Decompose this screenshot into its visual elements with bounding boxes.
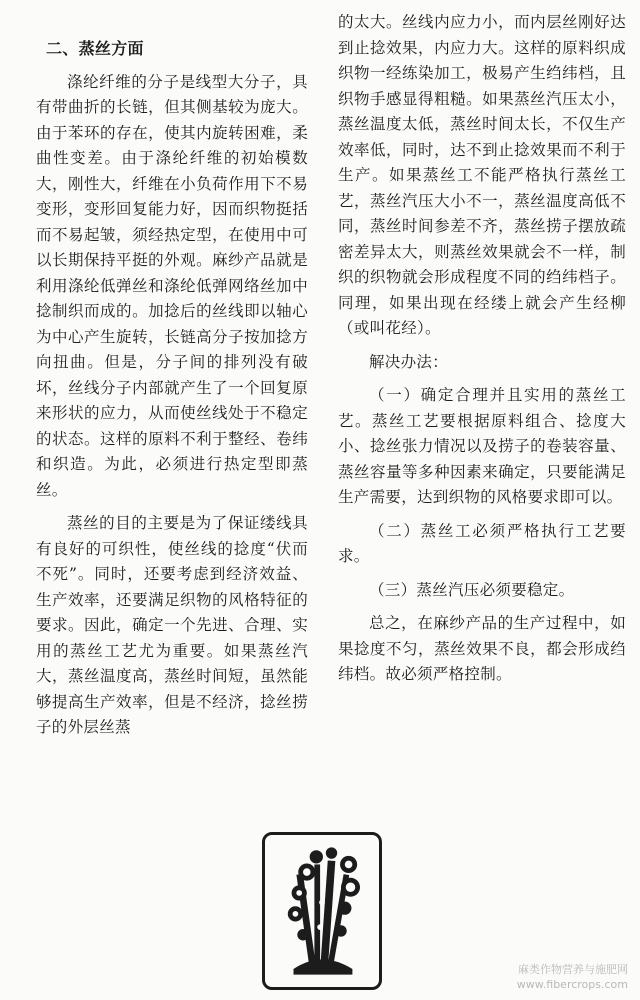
paragraph: 涤纶纤维的分子是线型大分子，具有带曲折的长链，但其侧基较为庞大。由于苯环的存在，使其内旋转困难，柔曲性变差。由于涤纶纤维的初始模数大，刚性大，纤维在小负荷作用下不易变形，变形回复能力好，因而织物挺括而不易起皱，须经热定型，在使用中可以长期保持平挺的外观。麻纱产品就是利用涤纶低弹丝和涤纶低弹网络丝加中捻制织而成的。加捻后的丝线即以轴心为中心产生旋转，长链高分子按加捻方向扭曲。但是，分子间的排列没有破坏，丝线分子内部就产生了一个回复原来形状的应力，从而使丝线处于不稳定的状态。这样的原料不利于整经、卷纬和织造。为此，必须进行热定型即蒸丝。 xyxy=(36,72,308,499)
section-heading: 二、蒸丝方面 xyxy=(46,39,144,58)
left-column xyxy=(36,36,308,741)
watermark-line: 麻类作物营养与施肥网 xyxy=(518,963,628,976)
paragraph-continued: 的太大。丝线内应力小，而内层丝刚好达到止捻效果，内应力大。这样的原料织成织物一经练染加工，极易产生绉纬档，且织物手感显得粗糙。如果蒸丝汽压太小，蒸丝温度太低，蒸丝时间太长，不仅生产效率低，同时，达不到止捻效果而不利于生产。如果蒸丝工不能严格执行蒸丝工艺，蒸丝汽压大小不一，蒸丝温度高低不同，蒸丝时间参差不齐，蒸丝捞子摆放疏密差异太大，则蒸丝效果就会不一样，制织的织物就会形成程度不同的绉纬档子。同理，如果出现在经缕上就会产生经柳（或叫花经）。 xyxy=(338,13,626,337)
flower-emblem-icon xyxy=(262,832,382,990)
right-column xyxy=(338,10,626,688)
solution-item: （二）蒸丝工必须严格执行工艺要求。 xyxy=(338,521,626,565)
solution-heading: 解决办法： xyxy=(369,352,449,371)
conclusion-paragraph: 总之，在麻纱产品的生产过程中，如果捻度不匀，蒸丝效果不良，都会形成绉纬档。故必须严格控制。 xyxy=(338,614,626,683)
solution-item: （一）确定合理并且实用的蒸丝工艺。蒸丝工艺要根据原料组合、捻度大小、捻丝张力情况以及捞子的卷装容量、蒸丝容量等多种因素来确定，只要能满足生产需要，达到织物的风格要求即可以。 xyxy=(338,386,626,506)
paragraph: 蒸丝的目的主要是为了保证缕线具有良好的可织性，使丝线的捻度“伏而不死”。同时，还要考虑到经济效益、生产效率，还要满足织物的风格特征的要求。因此，确定一个先进、合理、实用的蒸丝工艺尤为重要。如果蒸丝汽大，蒸丝温度高，蒸丝时间短，虽然能够提高生产效率，但是不经济，捻丝捞子的外层丝蒸 xyxy=(36,514,308,736)
solution-item: （三）蒸丝汽压必须要稳定。 xyxy=(369,580,575,599)
watermark-line: www.fibercrops.com xyxy=(516,978,628,991)
site-watermark xyxy=(517,962,628,992)
